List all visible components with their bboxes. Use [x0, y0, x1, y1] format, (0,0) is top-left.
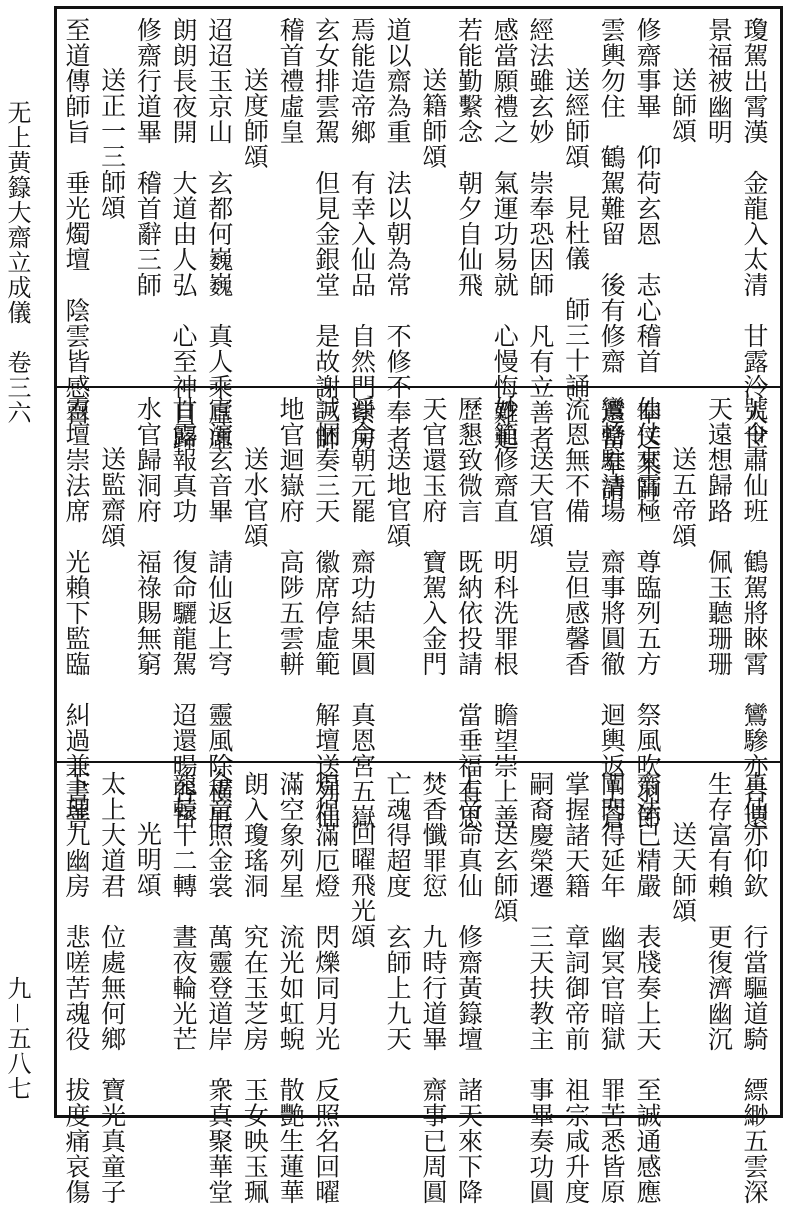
text-column	[272, 9, 308, 386]
text-column	[130, 388, 166, 761]
text-column	[451, 9, 487, 386]
verse-text: 上帝命真仙 修齋黃籙壇 諸天來下降	[454, 771, 484, 1205]
text-column	[165, 763, 201, 1115]
text-column	[522, 9, 558, 451]
text-column	[487, 9, 523, 451]
text-column	[522, 763, 558, 1205]
verse-text: 流恩無不備 豈但感馨香	[561, 396, 591, 677]
text-column	[344, 9, 380, 451]
verse-text: 焚香懺罪愆 九時行道畢 齋事已周圓	[418, 771, 448, 1205]
verse-text: 生存富有賴 更復濟幽沉	[704, 771, 734, 1052]
hymn-heading: 送正一三師頌	[97, 67, 127, 220]
text-column	[415, 9, 451, 386]
hymn-heading: 送師頌	[668, 67, 698, 144]
verse-text: 水官歸洞府 福祿賜無窮	[133, 396, 163, 677]
verse-text: 煌煌滿厄燈 閃爍同月光 反照名回曜	[311, 771, 341, 1205]
verse-text: 淨命朝元罷 齋功結果圓 真恩宮五嶽	[347, 396, 377, 830]
text-column	[379, 763, 415, 1115]
verse-text: 太上大道君 位處無何鄉 寶光真童子	[97, 771, 127, 1205]
text-column	[201, 388, 237, 830]
verse-text: 闡門得延年 幽冥官暗獄 罪苦悉皆原	[597, 771, 627, 1205]
verse-text: 妙範修齋直 明科洗罪根 瞻望崇上善	[490, 396, 520, 830]
verse-text: 滿空象列星 流光如虹蜺 散艷生蓮華	[276, 771, 306, 1205]
verse-text: 景福被幽明	[704, 17, 734, 145]
verse-text: 感當願禮之 氣運功易就 心慢悔難追	[490, 17, 520, 451]
verse-text: 朗朗長夜開 大道由人弘 心至神自歸	[169, 17, 198, 451]
text-column	[701, 763, 737, 1115]
verse-text: 亡魂得超度 玄師上九天	[383, 771, 413, 1052]
text-column	[451, 763, 487, 1205]
text-column	[629, 388, 665, 830]
text-column	[58, 763, 94, 1205]
hymn-heading: 送玄師頌	[490, 821, 520, 923]
verse-text: 仙仗來霄極 尊臨列五方 祭風吹羽節	[632, 396, 662, 830]
verse-text: 歷懇致微言 既納依投請 當垂福有恩	[454, 396, 484, 830]
text-column	[165, 9, 201, 451]
verse-text: 修齋事畢 仰荷玄恩 志心稽首 奉送某師	[632, 17, 662, 502]
text-column	[665, 763, 701, 1115]
page-frame	[54, 6, 783, 1205]
verse-text: 鸞輅駐清場 齋事將圓徹 迴輿返上蒼	[597, 396, 627, 830]
text-column	[58, 9, 94, 425]
text-column	[522, 388, 558, 761]
verse-text: 道以齋為重 法以朝為常 不修不奉者	[383, 17, 413, 451]
text-column	[237, 763, 273, 1205]
verse-text: 天官還玉府 寶駕入金門	[418, 396, 448, 677]
verse-text: 朗入瓊瑤洞 究在玉芝房 玉女映玉珮	[240, 771, 270, 1205]
side-title: 无上黄籙大齋立成儀 卷三六	[3, 100, 31, 425]
text-column	[736, 388, 772, 830]
verse-text: 宣演玄音畢 請仙返上穹 靈風除橫厄	[204, 396, 234, 830]
text-column	[487, 388, 523, 830]
hymn-heading: 送度師頌	[240, 67, 270, 169]
text-column	[344, 763, 380, 1115]
verse-text: 金童照金裳 萬靈登道岸 衆真聚華堂	[204, 771, 234, 1205]
text-column	[201, 9, 237, 451]
text-column	[272, 388, 308, 761]
text-column	[379, 9, 415, 451]
verse-text: 號令肅仙班 鶴駕將睞霄 鸞驂亦告還	[740, 396, 769, 830]
band-middle	[57, 388, 780, 830]
verse-text: 龍轅十二轉 晝夜輪光芒	[169, 771, 198, 1052]
text-column	[379, 388, 415, 761]
hymn-heading: 送地官頌	[383, 446, 413, 548]
text-column	[701, 9, 737, 386]
text-column	[237, 388, 273, 761]
text-column	[165, 388, 201, 830]
verse-text: 誠悃奏三天 徽席停虛範 解壇送列仙	[311, 396, 341, 830]
verse-text: 地官迴嶽府 高陟五雲軿	[276, 396, 306, 677]
hymn-heading: 送五帝頌	[668, 446, 698, 548]
text-column	[344, 388, 380, 830]
text-column	[308, 9, 344, 451]
text-column	[558, 763, 594, 1205]
verse-text: 下理九幽房 悲嗟苦魂役 拔度痛哀傷	[61, 771, 91, 1205]
hymn-heading: 送監齋頌	[97, 446, 127, 548]
verse-text: 若能勤繫念 朝夕自仙飛	[454, 17, 484, 298]
text-column	[415, 763, 451, 1205]
verse-text: 修齋行道畢 稽首辭三師	[133, 17, 163, 298]
text-column	[94, 388, 130, 761]
verse-text: 齋法已精嚴 表牋奏上天 至誠通感應	[632, 771, 662, 1205]
text-column	[130, 9, 166, 386]
text-column	[237, 9, 273, 386]
text-column	[487, 763, 523, 1115]
text-column	[451, 388, 487, 830]
text-column	[272, 763, 308, 1205]
band-bottom	[57, 763, 780, 1205]
text-column	[94, 763, 130, 1205]
verse-text: 至道傳師旨 垂光燭壇 陰雲皆感召	[61, 17, 91, 425]
verse-text: 雲輿勿住 鶴駕難留 後有修齋 還當奉請	[597, 17, 627, 502]
side-page-number: 九－五八七	[3, 976, 31, 1101]
text-column	[558, 388, 594, 761]
verse-text: 迢迢玉京山 玄都何巍巍 真人乘虛虛	[204, 17, 234, 451]
text-column	[594, 763, 630, 1205]
hymn-heading: 送經師頌 見杜儀 師三十誦	[561, 67, 591, 399]
text-column	[629, 763, 665, 1205]
text-column	[308, 388, 344, 830]
text-column	[130, 763, 166, 1115]
verse-text: 玄女排雲駕 但見金銀堂 是故謝三師	[311, 17, 341, 451]
verse-text: 靈壇崇法席 光賴下監臨 糾過兼書善	[61, 396, 91, 830]
hymn-heading: 回曜飛光頌	[347, 821, 377, 949]
verse-text: 真仙亦仰欽 行當驅道騎 縹緲五雲深	[740, 771, 769, 1205]
text-column	[94, 9, 130, 386]
verse-text: 經法雖玄妙 崇奉恐因師 凡有立善者	[525, 17, 555, 451]
text-column	[594, 9, 630, 502]
text-column	[736, 763, 772, 1205]
verse-text: 焉能造帝鄉 有幸入仙品 自然門紫房	[347, 17, 377, 451]
hymn-heading: 送籍師頌	[418, 67, 448, 169]
text-column	[629, 9, 665, 502]
text-column	[308, 763, 344, 1205]
text-column	[201, 763, 237, 1205]
text-column	[665, 388, 701, 761]
text-column	[736, 9, 772, 451]
verse-text: 天遠想歸路 佩玉聽珊珊	[704, 396, 734, 677]
text-column	[558, 9, 594, 399]
verse-text: 甘露報真功 復命驪龍駕 迢還暘谷宮	[169, 396, 198, 830]
verse-text: 嗣裔慶榮遷 三天扶教主 事畢奏功圓	[525, 771, 555, 1205]
hymn-heading: 送水官頌	[240, 446, 270, 548]
hymn-heading: 光明頌	[133, 821, 163, 898]
hymn-heading: 送天師頌	[668, 821, 698, 923]
verse-text: 瓊駕出霄漢 金龍入太清 甘露泠人世	[740, 17, 769, 451]
hymn-heading: 送天官頌	[525, 446, 555, 548]
text-column	[594, 388, 630, 830]
text-column	[701, 388, 737, 761]
verse-text: 掌握諸天籍 章詞御帝前 祖宗咸升度	[561, 771, 591, 1205]
text-column	[665, 9, 701, 386]
text-column	[58, 388, 94, 830]
text-column	[415, 388, 451, 761]
verse-text: 稽首禮虛皇	[276, 17, 306, 145]
